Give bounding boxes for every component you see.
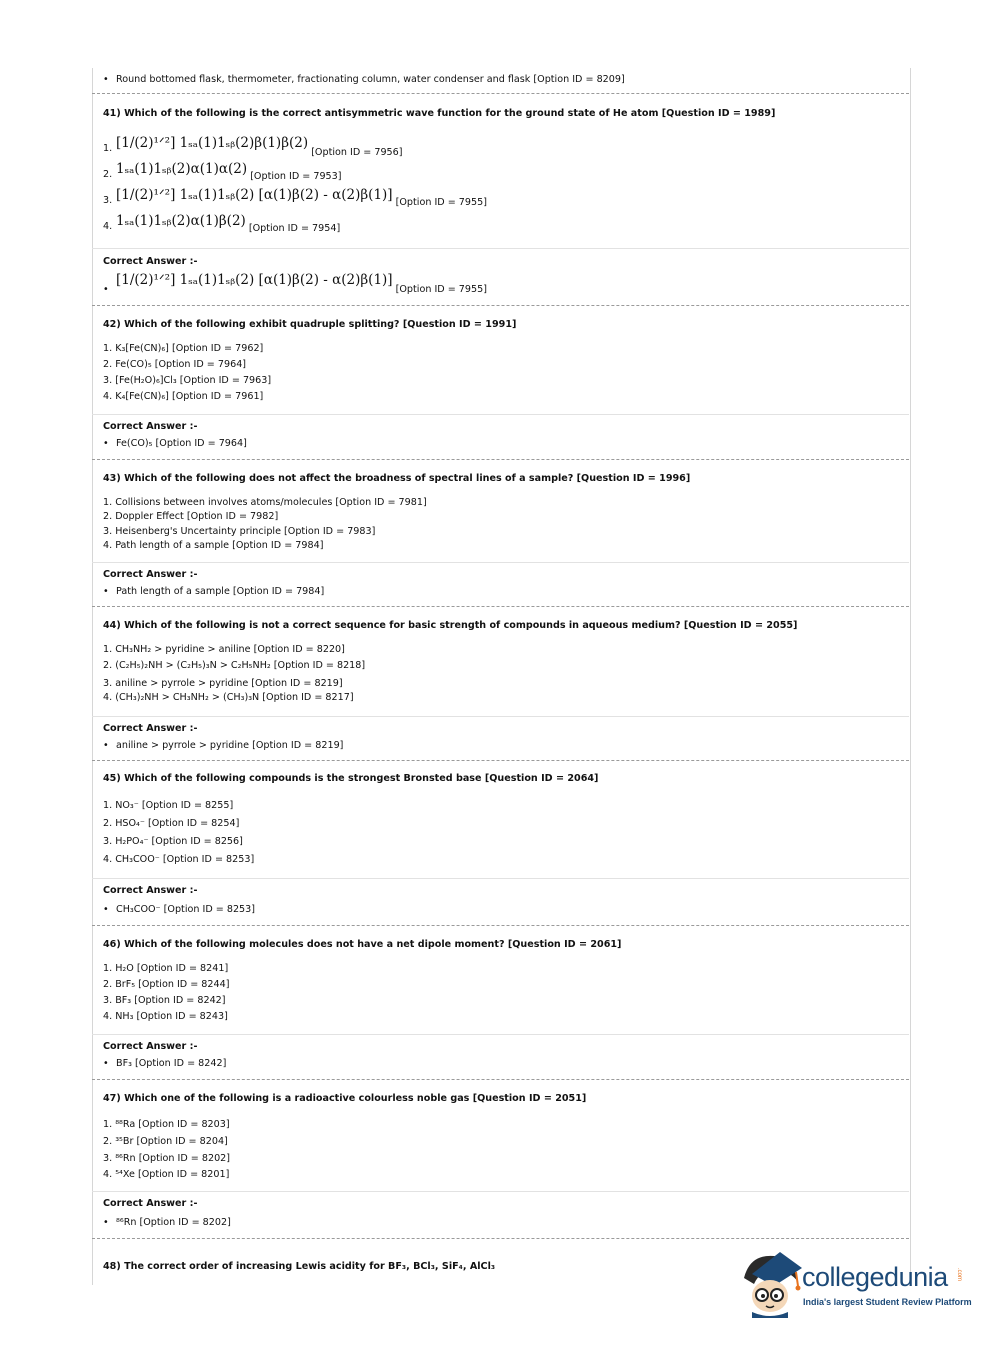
correct-answer-label: Correct Answer :-	[103, 569, 198, 580]
correct-answer: •[1/(2)¹ᐟ²] 1ₛₐ(1)1ₛᵦ(2) [α(1)β(2) - α(2)β(1)] [Option ID = 7955]	[103, 272, 487, 295]
correct-answer-label: Correct Answer :-	[103, 885, 198, 896]
question-title: 46) Which of the following molecules does not have a net dipole moment? [Question ID = 2061]	[103, 939, 622, 950]
option-row: 2. ³⁵Br [Option ID = 8204]	[103, 1136, 228, 1147]
question-title: 43) Which of the following does not affect the broadness of spectral lines of a sample? [Question ID = 1996]	[103, 473, 691, 484]
correct-answer: • Fe(CO)₅ [Option ID = 7964]	[103, 438, 247, 449]
divider	[92, 248, 909, 249]
correct-answer-label: Correct Answer :-	[103, 421, 198, 432]
divider	[92, 1034, 909, 1035]
correct-answer: • BF₃ [Option ID = 8242]	[103, 1058, 227, 1069]
question-title: 47) Which one of the following is a radioactive colourless noble gas [Question ID = 2051]	[103, 1093, 587, 1104]
option-row: 1. H₂O [Option ID = 8241]	[103, 963, 229, 974]
option-row: • Round bottomed flask, thermometer, fractionating column, water condenser and flask [Option ID = 8209]	[103, 74, 625, 85]
separator	[92, 606, 909, 607]
option-row: 3. [Fe(H₂O)₆]Cl₃ [Option ID = 7963]	[103, 375, 272, 386]
option-row: 3. Heisenberg's Uncertainty principle [Option ID = 7983]	[103, 526, 376, 537]
question-title: 42) Which of the following exhibit quadruple splitting? [Question ID = 1991]	[103, 319, 517, 330]
option-row: 3. ⁸⁶Rn [Option ID = 8202]	[103, 1153, 231, 1164]
option-row: 1. CH₃NH₂ > pyridine > aniline [Option ID = 8220]	[103, 644, 345, 655]
divider	[92, 878, 909, 879]
question-title: 48) The correct order of increasing Lewis acidity for BF₃, BCl₃, SiF₄, AlCl₃	[103, 1261, 496, 1272]
divider	[92, 414, 909, 415]
divider	[92, 716, 909, 717]
option-row: 1. NO₃⁻ [Option ID = 8255]	[103, 800, 234, 811]
separator	[92, 760, 909, 761]
question-title: 45) Which of the following compounds is the strongest Bronsted base [Question ID = 2064]	[103, 773, 599, 784]
correct-answer: • Path length of a sample [Option ID = 7984]	[103, 586, 325, 597]
option-row: 3. [1/(2)¹ᐟ²] 1ₛₐ(1)1ₛᵦ(2) [α(1)β(2) - α(2)β(1)] [Option ID = 7955]	[103, 187, 487, 208]
divider	[92, 562, 909, 563]
option-row: 4. CH₃COO⁻ [Option ID = 8253]	[103, 854, 255, 865]
option-row: 2. HSO₄⁻ [Option ID = 8254]	[103, 818, 240, 829]
option-row: 3. BF₃ [Option ID = 8242]	[103, 995, 226, 1006]
collegedunia-logo	[740, 1248, 980, 1318]
separator	[92, 1079, 909, 1080]
correct-answer: • aniline > pyrrole > pyridine [Option ID = 8219]	[103, 740, 344, 751]
student-mascot-icon	[740, 1248, 802, 1318]
correct-answer: • CH₃COO⁻ [Option ID = 8253]	[103, 904, 255, 915]
option-row: 4. K₄[Fe(CN)₆] [Option ID = 7961]	[103, 391, 264, 402]
option-row: 4. ⁵⁴Xe [Option ID = 8201]	[103, 1169, 230, 1180]
logo-tagline: India's largest Student Review Platform	[803, 1297, 972, 1307]
option-row: 1. Collisions between involves atoms/molecules [Option ID = 7981]	[103, 497, 427, 508]
separator	[92, 93, 909, 94]
option-row: 2. Doppler Effect [Option ID = 7982]	[103, 511, 279, 522]
option-row: 2. BrF₅ [Option ID = 8244]	[103, 979, 230, 990]
question-title: 44) Which of the following is not a correct sequence for basic strength of compounds in aqueous medium? [Question ID = 2055]	[103, 620, 798, 631]
question-title: 41) Which of the following is the correct antisymmetric wave function for the ground state of He atom [Question ID = 1989]	[103, 108, 776, 119]
separator	[92, 925, 909, 926]
correct-answer-label: Correct Answer :-	[103, 723, 198, 734]
option-row: 3. aniline > pyrrole > pyridine [Option ID = 8219]	[103, 678, 343, 689]
logo-wordmark: collegedunia	[802, 1262, 948, 1292]
logo-domain: .com	[956, 1268, 962, 1282]
option-row: 4. Path length of a sample [Option ID = 7984]	[103, 540, 324, 551]
separator	[92, 459, 909, 460]
option-row: 4. NH₃ [Option ID = 8243]	[103, 1011, 228, 1022]
correct-answer-label: Correct Answer :-	[103, 256, 198, 267]
option-row: 1. K₃[Fe(CN)₆] [Option ID = 7962]	[103, 343, 264, 354]
separator	[92, 305, 909, 306]
option-row: 1. [1/(2)¹ᐟ²] 1ₛₐ(1)1ₛᵦ(2)β(1)β(2) [Option ID = 7956]	[103, 135, 403, 158]
option-row: 4. (CH₃)₂NH > CH₃NH₂ > (CH₃)₃N [Option ID = 8217]	[103, 692, 354, 703]
option-row: 4. 1ₛₐ(1)1ₛᵦ(2)α(1)β(2) [Option ID = 7954]	[103, 213, 341, 234]
option-row: 2. Fe(CO)₅ [Option ID = 7964]	[103, 359, 247, 370]
separator	[92, 1238, 909, 1239]
option-row: 2. 1ₛₐ(1)1ₛᵦ(2)α(1)α(2) [Option ID = 7953]	[103, 161, 342, 182]
correct-answer-label: Correct Answer :-	[103, 1198, 198, 1209]
option-row: 3. H₂PO₄⁻ [Option ID = 8256]	[103, 836, 243, 847]
correct-answer: • ⁸⁶Rn [Option ID = 8202]	[103, 1217, 231, 1228]
option-row: 2. (C₂H₅)₂NH > (C₂H₅)₃N > C₂H₅NH₂ [Option ID = 8218]	[103, 660, 366, 671]
divider	[92, 1191, 909, 1192]
correct-answer-label: Correct Answer :-	[103, 1041, 198, 1052]
option-row: 1. ⁸⁸Ra [Option ID = 8203]	[103, 1119, 230, 1130]
